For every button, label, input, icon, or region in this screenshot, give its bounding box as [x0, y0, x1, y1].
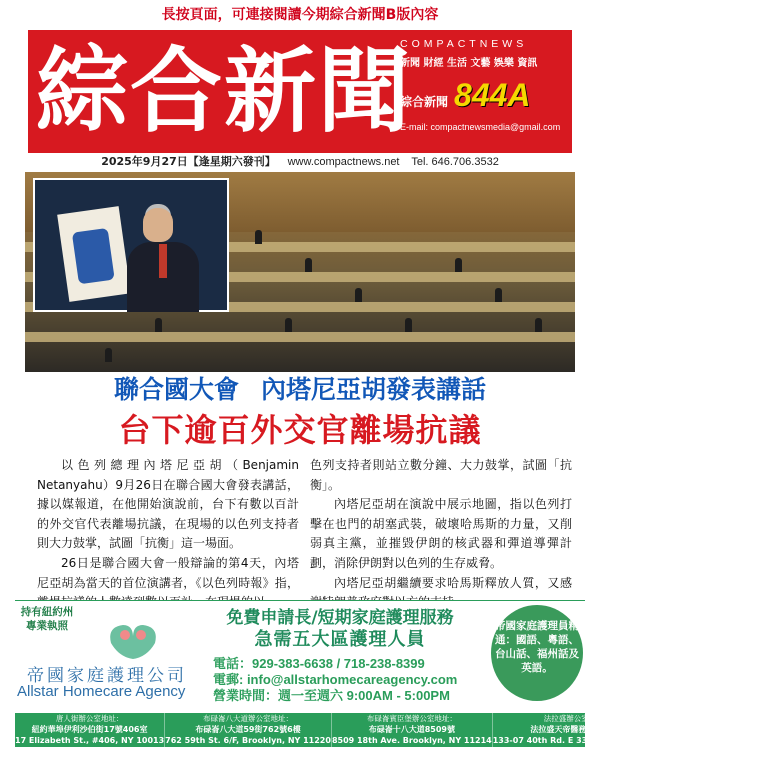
dateline	[0, 153, 600, 171]
article-paragraph: 色列支持者則站立數分鐘、大力鼓掌，試圖「抗衡」。	[310, 458, 572, 492]
contact-email[interactable]: E-mail: compactnewsmedia@gmail.com	[400, 122, 561, 132]
office-chinatown	[15, 713, 165, 747]
office-address-en: 8509 18th Ave. Brooklyn, NY 11214	[331, 736, 492, 745]
homecare-advertisement[interactable]	[15, 600, 772, 747]
speaker-head	[143, 208, 173, 242]
office-address-en: 17 Elizabeth St., #406, NY 10013	[15, 736, 165, 745]
ad-phone[interactable]: 電話：929-383-6638 / 718-238-8399	[213, 656, 425, 671]
service-headline: 免費申請長/短期家庭護理服務	[226, 608, 454, 628]
office-address-cn: 布碌崙十八大道8509號	[368, 725, 455, 734]
company-name-english: Allstar Homecare Agency	[17, 683, 186, 700]
speaker-inset-photo	[33, 178, 229, 312]
delegate-figure	[305, 258, 312, 272]
office-eighth-ave	[165, 713, 332, 747]
speaker-tie	[159, 244, 167, 278]
office-label: 法拉盛辦公室地址：	[543, 714, 612, 723]
delegate-figure	[285, 318, 292, 332]
phone-number: Tel. 646.706.3532	[411, 156, 499, 168]
article-paragraph: 內塔尼亞胡在演說中展示地圖，指以色列打擊在也門的胡塞武裝，破壞哈馬斯的力量，又削弱真主黨，並摧毀伊朗的核武器和彈道導彈計劃，消除伊朗對以色列的生存威脅。	[310, 497, 572, 570]
top-banner[interactable]: 長按頁面，可連接閱讀今期綜合新聞B版內容	[161, 7, 439, 23]
language-note: 帝國家庭護理員精通：國語、粵語、台山話、福州話及英語。	[495, 620, 579, 674]
office-address-cn: 2397B Hylan Blvd	[677, 725, 758, 734]
channel-number: 844A	[454, 77, 531, 113]
article-column-right	[310, 456, 572, 613]
headline-primary	[0, 373, 600, 407]
held-map	[57, 206, 131, 302]
office-label: 唐人街辦公室地址：	[55, 714, 124, 723]
article-column-left	[37, 456, 299, 613]
office-bensonhurst	[332, 713, 493, 747]
delegate-figure	[495, 288, 502, 302]
section-list: 新聞 財經 生活 文藝 娛樂 資訊	[400, 58, 538, 69]
delegate-figure	[535, 318, 542, 332]
delegate-row	[25, 332, 575, 342]
office-address-bar	[15, 713, 772, 747]
delegate-figure	[255, 230, 262, 244]
office-address-en: 133-07 40th Rd. E 33, Flushing 11354	[492, 736, 663, 745]
delegate-figure	[105, 348, 112, 362]
office-address-en: 762 59th St. 6/F, Brooklyn, NY 11220	[165, 736, 331, 745]
headline-secondary: 台下逾百外交官離場抗議	[118, 411, 482, 449]
office-staten-island	[663, 713, 772, 747]
brand-wordmark: COMPACTNEWS	[400, 38, 528, 50]
office-address-cn: 布碌崙八大道59街762號6樓	[195, 725, 301, 734]
delegate-figure	[155, 318, 162, 332]
office-label: 史丹頓島辦公室地址：	[680, 714, 756, 723]
masthead	[28, 30, 572, 153]
recruitment-headline: 急需五大區護理人員	[254, 629, 426, 650]
article-paragraph: 內塔尼亞胡繼續要求哈馬斯釋放人質，又感	[334, 575, 572, 590]
masthead-title: 綜合新聞	[36, 37, 413, 145]
ad-brand-block	[15, 603, 195, 711]
caring-hands-logo-icon	[103, 613, 163, 661]
ad-service-block	[195, 603, 485, 711]
headline-primary-a: 聯合國大會	[113, 375, 239, 404]
license-note: 持有紐約州專業執照	[20, 606, 74, 632]
headline-primary-b: 內塔尼亞胡發表講話	[261, 375, 487, 404]
office-label: 布碌崙八大道辦公室地址：	[203, 714, 294, 723]
language-bubble	[491, 605, 583, 705]
issue-date: 2025年9月27日【逢星期六發刊】	[101, 155, 276, 168]
office-address-en: Staten Island, NY 10306	[663, 736, 772, 745]
channel-info	[400, 77, 568, 114]
delegate-figure	[405, 318, 412, 332]
office-address-cn: 法拉盛天帝醫務大樓 E 33	[530, 725, 625, 734]
company-name-chinese: 帝國家庭護理公司	[27, 666, 187, 686]
website-link[interactable]: www.compactnews.net	[287, 156, 400, 168]
office-label: 布碌崙賓臣堡辦公室地址：	[366, 714, 457, 723]
masthead-info	[400, 38, 568, 148]
channel-label: 綜合新聞	[400, 95, 449, 109]
article-paragraph: 以色列總理內塔尼亞胡（Benjamin Netanyahu）9月26日在聯合國大會發表講話，據以媒報道，在他開始演說前，台下有數以百計的外交官代表離場抗議，在現場的以色列支持者則大力鼓掌，試圖「抗衡」這一場面。	[37, 458, 299, 551]
lead-photo	[25, 172, 575, 372]
article-paragraph: 26日是聯合國大會一般辯論的第4天，內塔尼亞胡為當天的首位演講者，《以色列時報》指，	[37, 555, 299, 590]
delegate-figure	[355, 288, 362, 302]
ad-email[interactable]: 電郵: info@allstarhomecareagency.com	[213, 672, 458, 687]
delegate-figure	[455, 258, 462, 272]
office-flushing	[493, 713, 663, 747]
office-address-cn: 紐約華埠伊利沙伯街17號406室	[31, 725, 148, 734]
ad-hours: 營業時間：週一至週六 9:00AM - 5:00PM	[213, 688, 450, 703]
